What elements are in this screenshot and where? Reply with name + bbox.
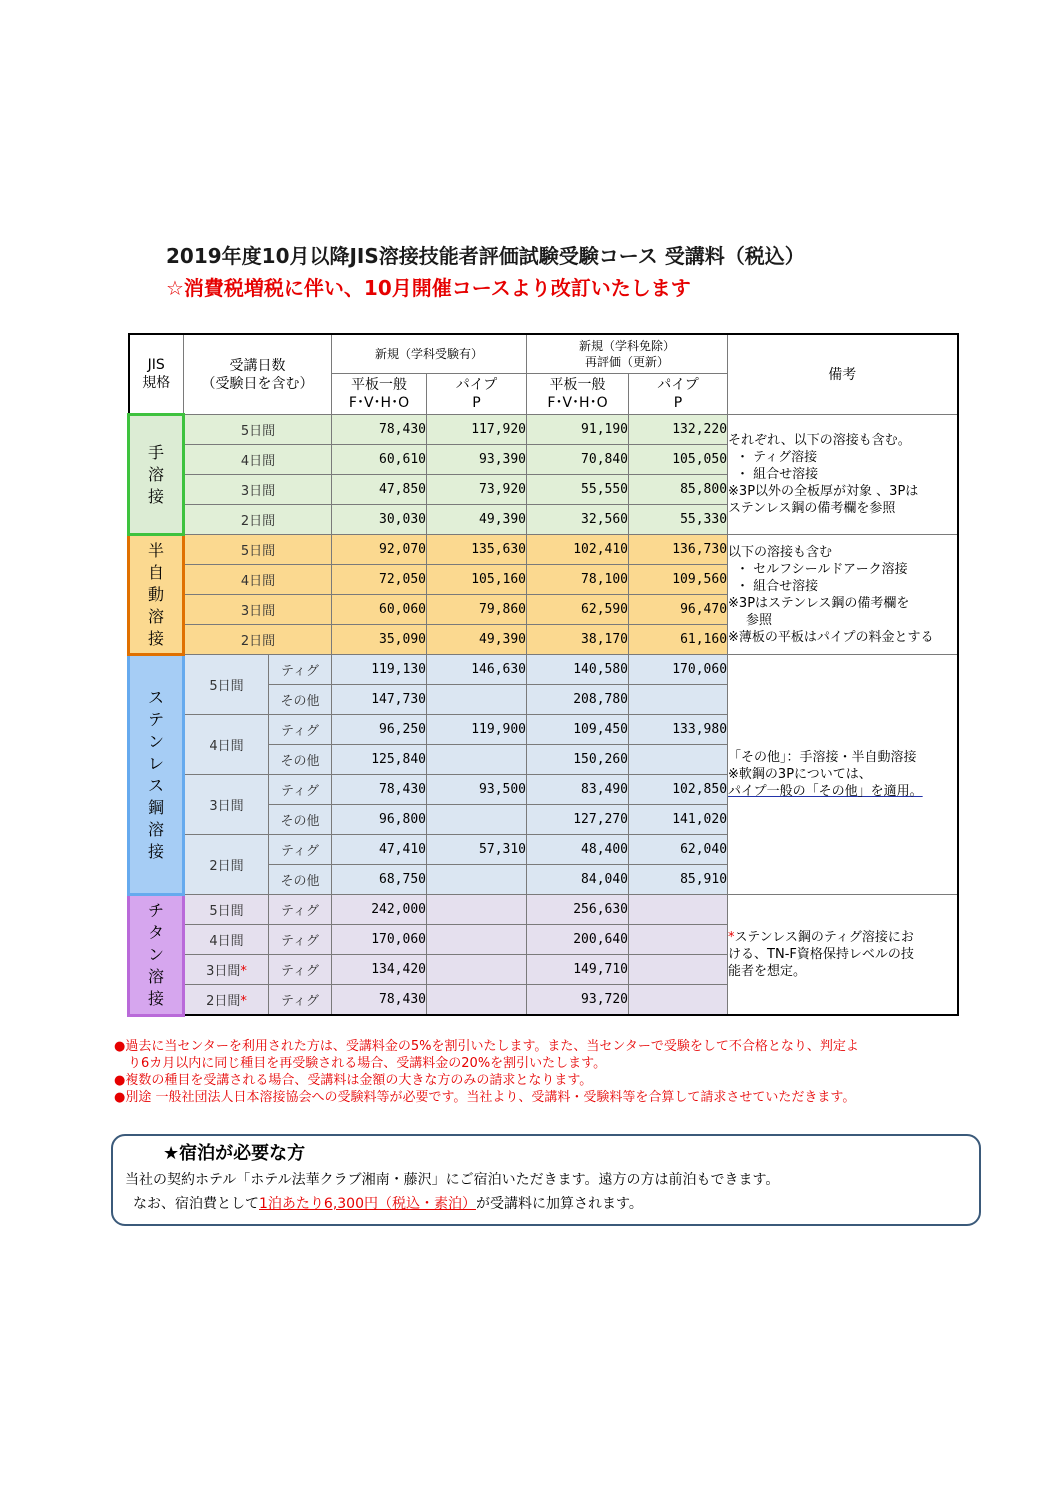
fee-cell: 83,490 xyxy=(527,775,629,805)
fee-cell: 84,040 xyxy=(527,865,629,895)
empty-cell xyxy=(427,955,527,985)
fee-cell: 208,780 xyxy=(527,685,629,715)
note-stainless: 「その他」：手溶接・半自動溶接 ※軟鋼の3Pについては、 パイプ一般の「その他」を適用。 xyxy=(728,655,958,895)
fee-cell: 78,430 xyxy=(332,415,427,445)
category-titanium: チタン溶接 xyxy=(129,895,184,1016)
day-cell: 2日間 xyxy=(184,835,269,895)
fee-cell: 147,730 xyxy=(332,685,427,715)
fee-cell: 96,470 xyxy=(629,595,728,625)
fee-cell: 47,410 xyxy=(332,835,427,865)
lodging-box xyxy=(111,1134,981,1226)
day-cell: 3日間* xyxy=(184,955,269,985)
empty-cell xyxy=(629,955,728,985)
header-days: 受講日数 （受験日を含む） xyxy=(184,334,332,415)
fee-cell: 102,410 xyxy=(527,535,629,565)
empty-cell xyxy=(427,895,527,925)
fee-cell: 62,590 xyxy=(527,595,629,625)
fee-cell: 140,580 xyxy=(527,655,629,685)
fee-cell: 38,170 xyxy=(527,625,629,655)
fee-cell: 96,800 xyxy=(332,805,427,835)
day-cell: 5日間 xyxy=(184,535,332,565)
note-line-3: ●別途 一般社団法人日本溶接協会への受験料等が必要です。当社より、受講料・受験料等を合算して請求させていただきます。 xyxy=(114,1090,856,1105)
empty-cell xyxy=(629,895,728,925)
fee-cell: 109,560 xyxy=(629,565,728,595)
note-manual: それぞれ、以下の溶接も含む。 ・ ティグ溶接 ・ 組合せ溶接 ※3P以外の全板厚が対象 、3Pは ステンレス鋼の備考欄を参照 xyxy=(728,415,958,535)
fee-cell: 49,390 xyxy=(427,505,527,535)
fee-cell: 242,000 xyxy=(332,895,427,925)
category-manual: 手溶接 xyxy=(129,415,184,535)
process-cell: ティグ xyxy=(269,775,332,805)
table-row xyxy=(129,895,958,925)
note-line-2: ●複数の種目を受講される場合、受講料は金額の大きな方のみの請求となります。 xyxy=(114,1073,593,1088)
fee-cell: 85,800 xyxy=(629,475,728,505)
empty-cell xyxy=(629,745,728,775)
empty-cell xyxy=(427,985,527,1016)
table-row xyxy=(129,535,958,565)
fee-cell: 73,920 xyxy=(427,475,527,505)
day-cell: 4日間 xyxy=(184,925,269,955)
fee-cell: 57,310 xyxy=(427,835,527,865)
category-semi-auto: 半自動溶接 xyxy=(129,535,184,655)
fee-cell: 47,850 xyxy=(332,475,427,505)
header-new-exempt: 新規（学科免除） 再評価（更新） xyxy=(527,334,728,374)
fee-cell: 170,060 xyxy=(332,925,427,955)
header-remarks: 備考 xyxy=(728,334,958,415)
page-subtitle: ☆消費税増税に伴い、10月開催コースより改訂いたします xyxy=(166,276,691,300)
fee-cell: 70,840 xyxy=(527,445,629,475)
fee-table xyxy=(127,333,959,1017)
fee-cell: 109,450 xyxy=(527,715,629,745)
fee-cell: 149,710 xyxy=(527,955,629,985)
table-row xyxy=(129,415,958,445)
note-titanium: *ステンレス鋼のティグ溶接にお ける、TN-F資格保持レベルの技 能者を想定。 xyxy=(728,895,958,1016)
fee-cell: 32,560 xyxy=(527,505,629,535)
fee-cell: 105,160 xyxy=(427,565,527,595)
page-title: 2019年度10月以降JIS溶接技能者評価試験受験コース 受講料（税込） xyxy=(166,244,805,268)
empty-cell xyxy=(427,925,527,955)
day-cell: 4日間 xyxy=(184,715,269,775)
fee-cell: 125,840 xyxy=(332,745,427,775)
fee-cell: 102,850 xyxy=(629,775,728,805)
fee-cell: 61,160 xyxy=(629,625,728,655)
day-cell: 3日間 xyxy=(184,775,269,835)
process-cell: ティグ xyxy=(269,835,332,865)
fee-cell: 96,250 xyxy=(332,715,427,745)
discount-notes xyxy=(114,1038,944,1106)
fee-cell: 72,050 xyxy=(332,565,427,595)
header-flat-2: 平板一般 F･V･H･O xyxy=(527,374,629,415)
fee-cell: 256,630 xyxy=(527,895,629,925)
fee-cell: 135,630 xyxy=(427,535,527,565)
fee-cell: 60,060 xyxy=(332,595,427,625)
fee-cell: 93,390 xyxy=(427,445,527,475)
process-cell: その他 xyxy=(269,685,332,715)
process-cell: その他 xyxy=(269,805,332,835)
empty-cell xyxy=(427,745,527,775)
header-flat-1: 平板一般 F･V･H･O xyxy=(332,374,427,415)
fee-cell: 68,750 xyxy=(332,865,427,895)
lodging-price: 1泊あたり6,300円（税込・素泊） xyxy=(259,1196,476,1212)
lodging-title: ★宿泊が必要な方 xyxy=(163,1143,306,1164)
fee-cell: 170,060 xyxy=(629,655,728,685)
empty-cell xyxy=(427,685,527,715)
day-cell: 5日間 xyxy=(184,415,332,445)
header-new-with-exam: 新規（学科受験有） xyxy=(332,334,527,374)
process-cell: その他 xyxy=(269,865,332,895)
fee-cell: 119,900 xyxy=(427,715,527,745)
header-jis: JIS 規格 xyxy=(129,334,184,415)
day-cell: 2日間* xyxy=(184,985,269,1016)
process-cell: ティグ xyxy=(269,715,332,745)
fee-cell: 93,500 xyxy=(427,775,527,805)
process-cell: ティグ xyxy=(269,895,332,925)
fee-cell: 85,910 xyxy=(629,865,728,895)
fee-cell: 49,390 xyxy=(427,625,527,655)
table-row xyxy=(129,655,958,685)
fee-cell: 132,220 xyxy=(629,415,728,445)
empty-cell xyxy=(629,985,728,1016)
fee-cell: 93,720 xyxy=(527,985,629,1016)
fee-cell: 134,420 xyxy=(332,955,427,985)
day-cell: 2日間 xyxy=(184,625,332,655)
fee-cell: 55,550 xyxy=(527,475,629,505)
fee-cell: 60,610 xyxy=(332,445,427,475)
fee-cell: 48,400 xyxy=(527,835,629,865)
fee-cell: 78,100 xyxy=(527,565,629,595)
header-pipe-2: パイプ P xyxy=(629,374,728,415)
note-line-1: ●過去に当センターを利用された方は、受講料金の5%を割引いたします。また、当センターで受験をして不合格となり、判定よ xyxy=(114,1039,859,1054)
fee-cell: 117,920 xyxy=(427,415,527,445)
category-stainless: ステンレス鋼溶接 xyxy=(129,655,184,895)
fee-cell: 79,860 xyxy=(427,595,527,625)
day-cell: 5日間 xyxy=(184,895,269,925)
empty-cell xyxy=(629,685,728,715)
day-cell: 3日間 xyxy=(184,595,332,625)
note-line-1b: り6カ月以内に同じ種目を再受験される場合、受講料金の20%を割引いたします。 xyxy=(128,1056,607,1071)
day-cell: 4日間 xyxy=(184,445,332,475)
fee-cell: 146,630 xyxy=(427,655,527,685)
day-cell: 4日間 xyxy=(184,565,332,595)
fee-cell: 136,730 xyxy=(629,535,728,565)
fee-cell: 35,090 xyxy=(332,625,427,655)
fee-cell: 141,020 xyxy=(629,805,728,835)
day-cell: 2日間 xyxy=(184,505,332,535)
note-semi-auto: 以下の溶接も含む ・ セルフシールドアーク溶接 ・ 組合せ溶接 ※3Pはステンレス鋼の備考欄を 参照 ※薄板の平板はパイプの料金とする xyxy=(728,535,958,655)
fee-cell: 78,430 xyxy=(332,985,427,1016)
process-cell: その他 xyxy=(269,745,332,775)
fee-cell: 92,070 xyxy=(332,535,427,565)
process-cell: ティグ xyxy=(269,955,332,985)
fee-cell: 150,260 xyxy=(527,745,629,775)
fee-cell: 119,130 xyxy=(332,655,427,685)
empty-cell xyxy=(427,865,527,895)
fee-cell: 55,330 xyxy=(629,505,728,535)
fee-cell: 105,050 xyxy=(629,445,728,475)
fee-cell: 78,430 xyxy=(332,775,427,805)
header-pipe-1: パイプ P xyxy=(427,374,527,415)
fee-cell: 62,040 xyxy=(629,835,728,865)
fee-cell: 30,030 xyxy=(332,505,427,535)
fee-cell: 91,190 xyxy=(527,415,629,445)
process-cell: ティグ xyxy=(269,985,332,1016)
process-cell: ティグ xyxy=(269,925,332,955)
fee-cell: 133,980 xyxy=(629,715,728,745)
lodging-line-1: 当社の契約ホテル「ホテル法華クラブ湘南・藤沢」にご宿泊いただきます。遠方の方は前泊もできます。 xyxy=(125,1172,780,1188)
fee-cell: 200,640 xyxy=(527,925,629,955)
empty-cell xyxy=(629,925,728,955)
lodging-line-2: なお、宿泊費として1泊あたり6,300円（税込・素泊）が受講料に加算されます。 xyxy=(133,1196,643,1212)
fee-cell: 127,270 xyxy=(527,805,629,835)
process-cell: ティグ xyxy=(269,655,332,685)
day-cell: 3日間 xyxy=(184,475,332,505)
day-cell: 5日間 xyxy=(184,655,269,715)
empty-cell xyxy=(427,805,527,835)
